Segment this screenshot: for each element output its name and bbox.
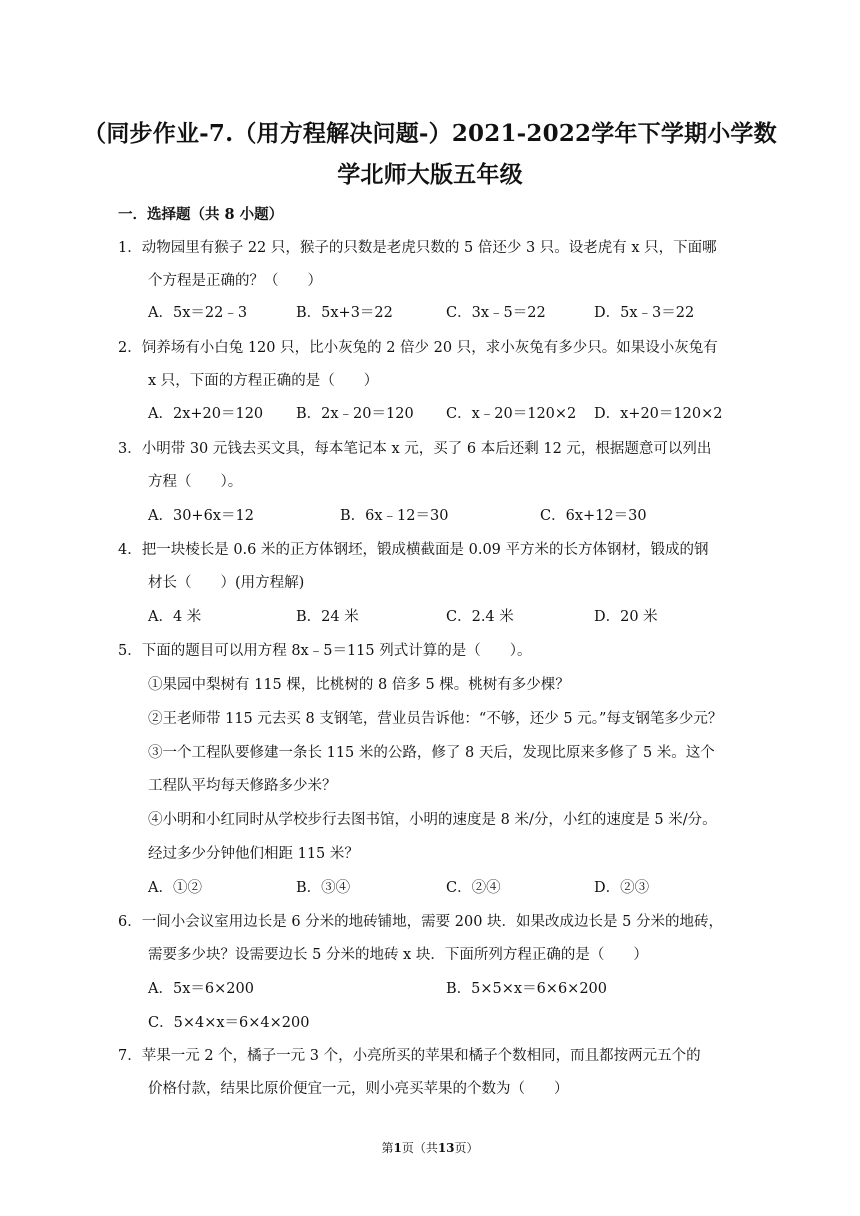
footer-page-number: 1 xyxy=(393,1141,402,1155)
question-3-option-b: B．6x﹣12＝30 xyxy=(340,508,449,524)
section-heading: 一．选择题（共 8 小题） xyxy=(118,206,284,223)
question-1-option-a: A．5x＝22﹣3 xyxy=(148,305,248,321)
question-4-option-a: A．4 米 xyxy=(148,609,202,625)
document-title-line-1: （同步作业-7.（用方程解决问题-）2021-2022学年下学期小学数 xyxy=(83,120,777,147)
question-7-text-cont: 价格付款，结果比原价便宜一元，则小亮买苹果的个数为（ ） xyxy=(148,1081,569,1097)
question-2-option-c: C．x﹣20＝120×2 xyxy=(446,406,577,422)
question-5-option-d: D．②③ xyxy=(594,880,650,896)
question-7-text: 7．苹果一元 2 个，橘子一元 3 个，小亮所买的苹果和橘子个数相同，而且都按两元五个的 xyxy=(118,1048,701,1064)
question-1-option-b: B．5x+3＝22 xyxy=(296,305,393,321)
question-4-option-c: C．2.4 米 xyxy=(446,609,514,625)
page-footer xyxy=(0,1139,860,1156)
question-3-option-a: A．30+6x＝12 xyxy=(148,508,254,524)
question-6-text: 6．一间小会议室用边长是 6 分米的地砖铺地，需要 200 块．如果改成边长是 5 分米的地砖， xyxy=(118,914,724,930)
question-2-text: 2．饲养场有小白兔 120 只，比小灰兔的 2 倍少 20 只，求小灰兔有多少只。如果设小灰兔有 xyxy=(118,340,718,356)
question-2-option-d: D．x+20＝120×2 xyxy=(594,406,723,422)
footer-total-pages: 13 xyxy=(437,1141,455,1155)
question-1-text-cont: 个方程是正确的？（ ） xyxy=(148,273,322,289)
question-1-text: 1．动物园里有猴子 22 只，猴子的只数是老虎只数的 5 倍还少 3 只。设老虎有 x 只，下面哪 xyxy=(118,240,717,256)
question-6-option-a: A．5x＝6×200 xyxy=(148,981,254,997)
footer-prefix: 第 xyxy=(381,1141,394,1155)
question-5-statement-3-cont: 工程队平均每天修路多少米？ xyxy=(148,778,337,794)
footer-suffix: 页） xyxy=(454,1141,479,1155)
question-4-option-d: D．20 米 xyxy=(594,609,658,625)
question-5-text: 5．下面的题目可以用方程 8x﹣5＝115 列式计算的是（ ）。 xyxy=(118,643,532,659)
question-5-statement-2: ②王老师带 115 元去买 8 支钢笔，营业员告诉他：“不够，还少 5 元。”每支钢笔多少元？ xyxy=(148,711,723,727)
question-1-option-d: D．5x﹣3＝22 xyxy=(594,305,695,321)
question-4-option-b: B．24 米 xyxy=(296,609,359,625)
question-4-text-cont: 材长（ ）(用方程解) xyxy=(148,575,305,591)
question-5-option-a: A．①② xyxy=(148,880,202,896)
footer-middle: 页（共 xyxy=(401,1141,438,1155)
question-3-option-c: C．6x+12＝30 xyxy=(540,508,647,524)
question-3-text: 3．小明带 30 元钱去买文具，每本笔记本 x 元，买了 6 本后还剩 12 元，根据题意可以列出 xyxy=(118,441,712,457)
question-5-statement-3: ③一个工程队要修建一条长 115 米的公路，修了 8 天后，发现比原来多修了 5 米。这个 xyxy=(148,745,715,761)
question-5-option-c: C．②④ xyxy=(446,880,501,896)
question-5-statement-4: ④小明和小红同时从学校步行去图书馆，小明的速度是 8 米/分，小红的速度是 5 米/分。 xyxy=(148,812,717,828)
question-5-statement-1: ①果园中梨树有 115 棵，比桃树的 8 倍多 5 棵。桃树有多少棵？ xyxy=(148,677,570,693)
question-6-option-b: B．5×5×x＝6×6×200 xyxy=(446,981,608,997)
document-title-line-2: 学北师大版五年级 xyxy=(337,161,523,188)
question-5-statement-4-cont: 经过多少分钟他们相距 115 米？ xyxy=(148,846,359,862)
question-4-text: 4．把一块棱长是 0.6 米的正方体钢坯，锻成横截面是 0.09 平方米的长方体钢材，锻成的钢 xyxy=(118,542,709,558)
question-2-option-a: A．2x+20＝120 xyxy=(148,406,264,422)
question-5-option-b: B．③④ xyxy=(296,880,351,896)
question-6-option-c: C．5×4×x＝6×4×200 xyxy=(148,1015,310,1031)
question-1-option-c: C．3x﹣5＝22 xyxy=(446,305,546,321)
question-3-text-cont: 方程（ ）。 xyxy=(148,474,243,490)
question-2-option-b: B．2x﹣20＝120 xyxy=(296,406,414,422)
question-6-text-cont: 需要多少块？设需要边长 5 分米的地砖 x 块．下面所列方程正确的是（ ） xyxy=(148,947,648,963)
question-2-text-cont: x 只，下面的方程正确的是（ ） xyxy=(148,373,379,389)
